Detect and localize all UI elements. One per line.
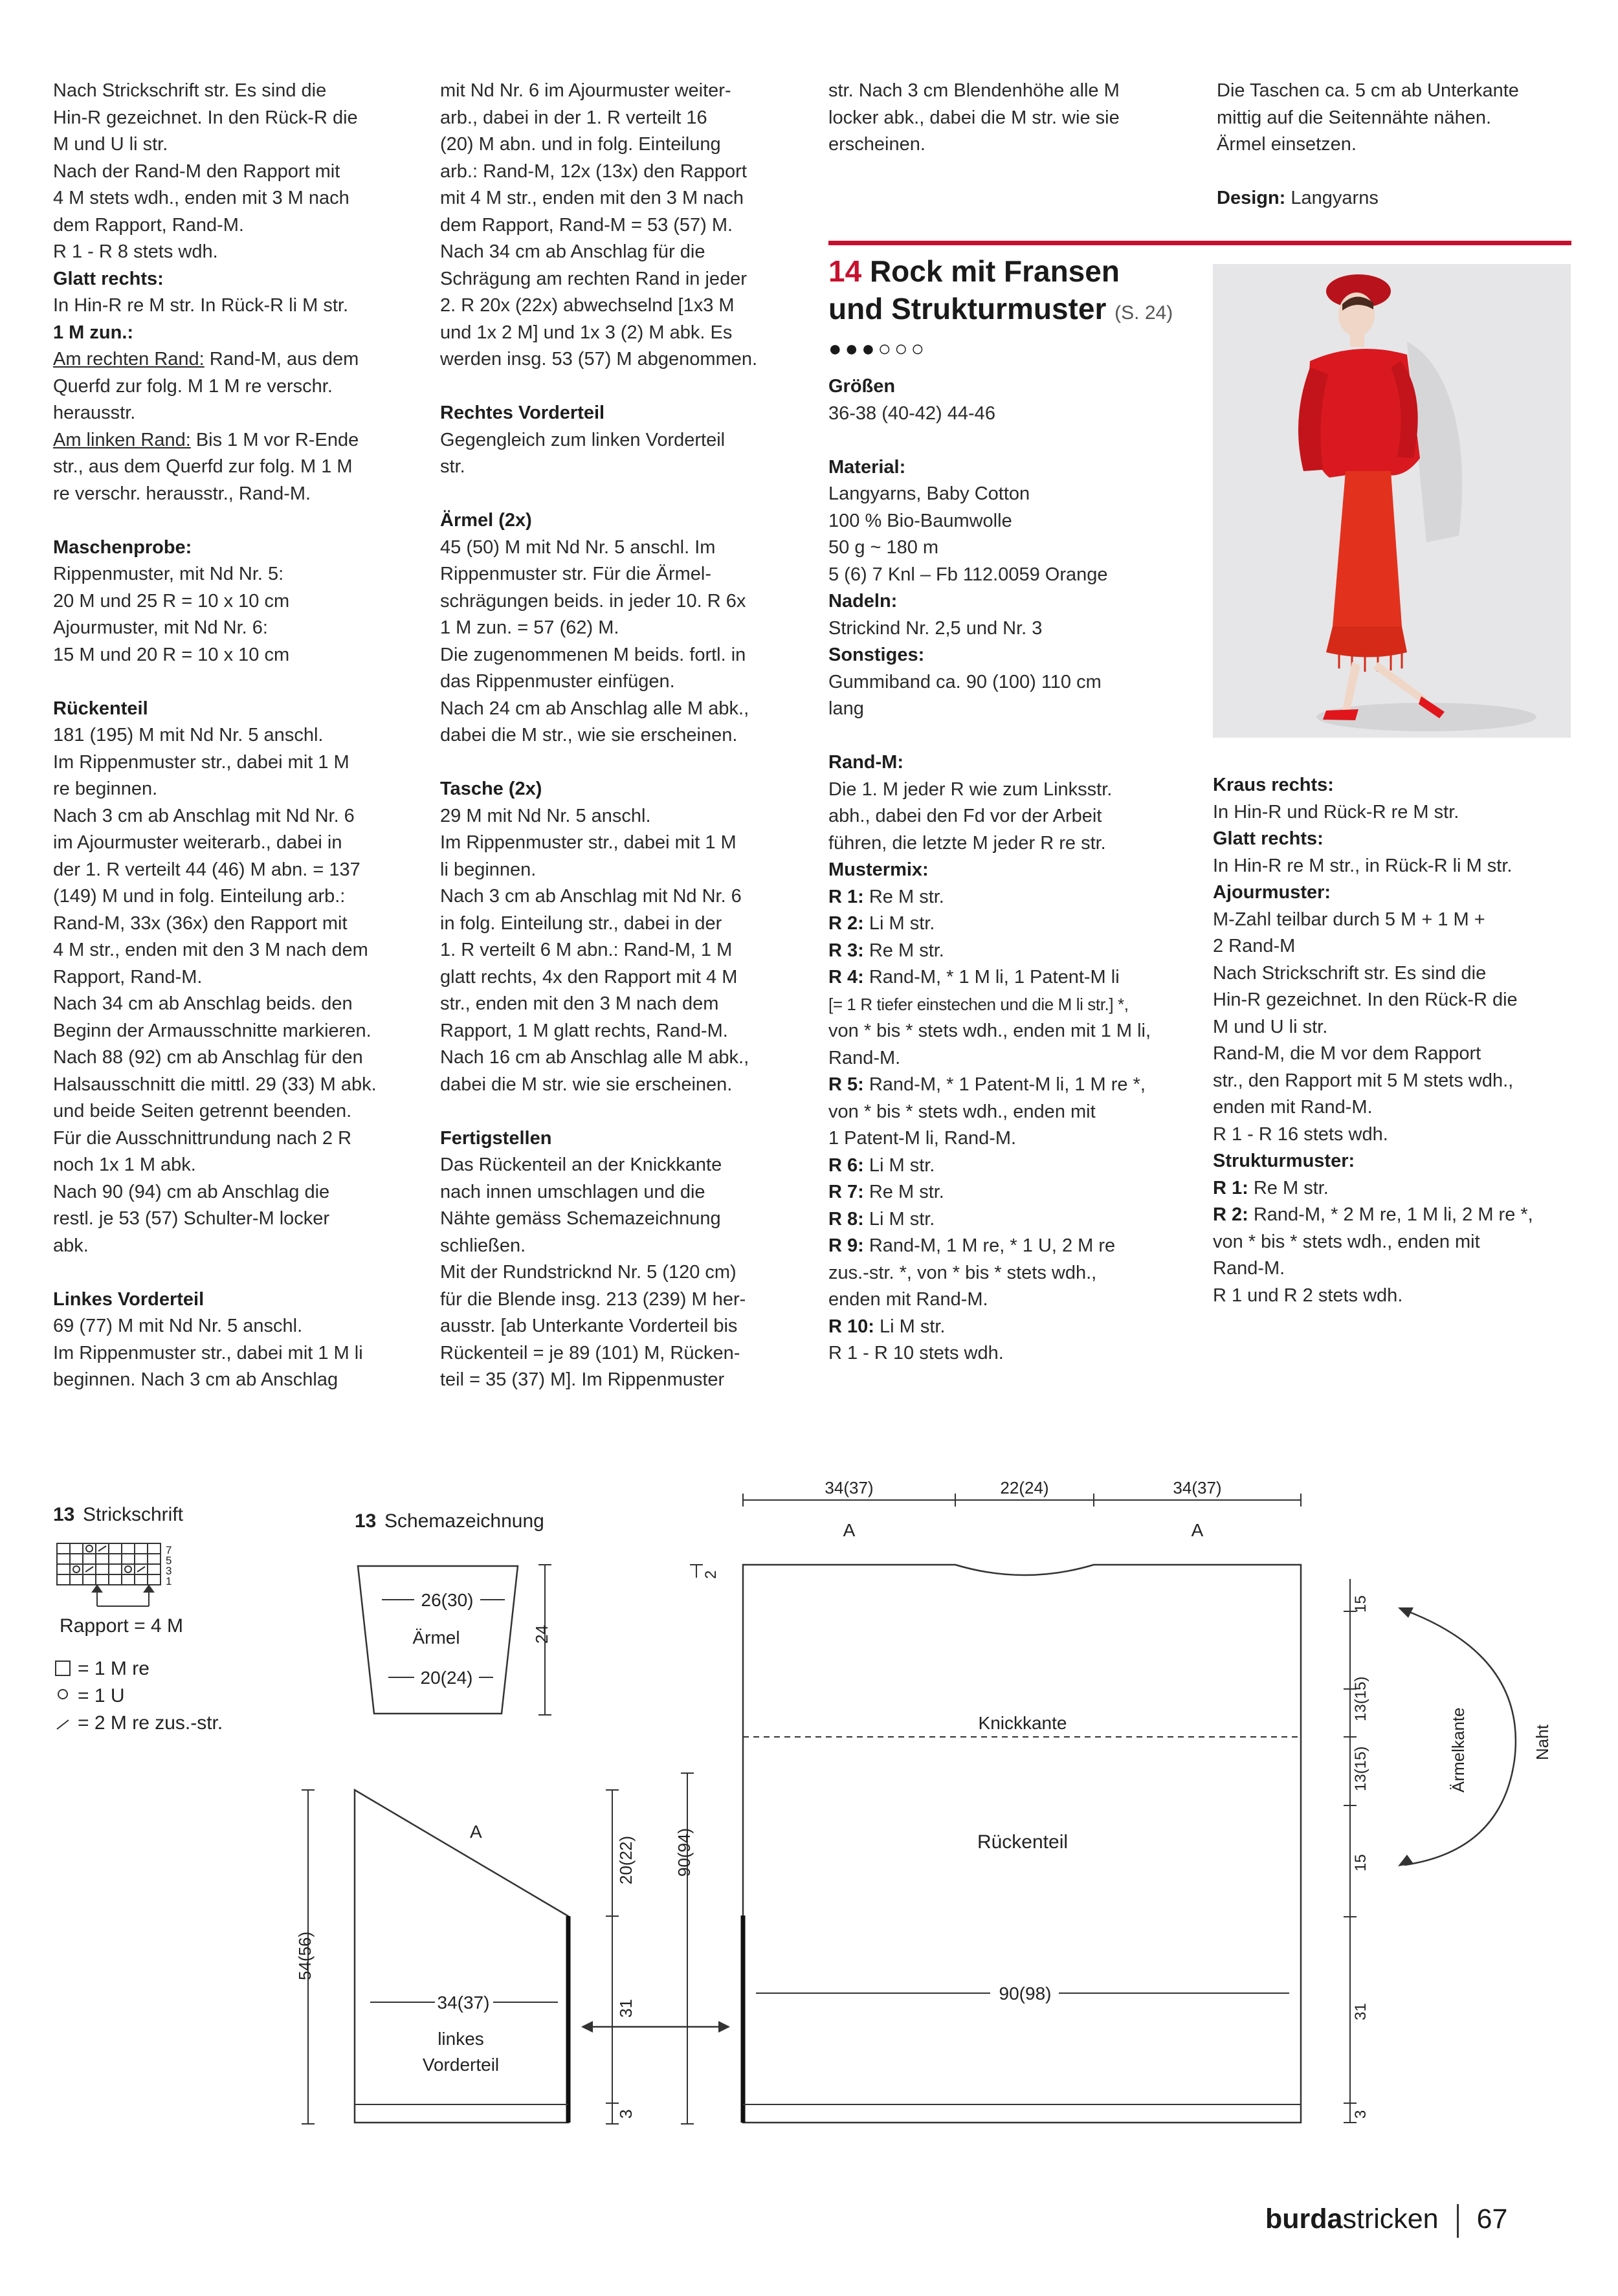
text-line: Nach 3 cm ab Anschlag mit Nd Nr. 6 bbox=[53, 805, 355, 826]
text-line: (149) M und in folg. Einteilung arb.: bbox=[53, 886, 346, 907]
text-line: Strickind Nr. 2,5 und Nr. 3 bbox=[828, 617, 1043, 639]
section-heading: Linkes Vorderteil bbox=[53, 1288, 205, 1310]
text-line: führen, die letzte M jeder R re str. bbox=[828, 832, 1106, 854]
text-line: M und U li str. bbox=[53, 134, 168, 155]
chart-row-number: 1 bbox=[166, 1575, 172, 1587]
rapport-label: Rapport = 4 M bbox=[60, 1615, 183, 1637]
text-line: Nach 90 (94) cm ab Anschlag die bbox=[53, 1181, 330, 1202]
pattern-title-line-1: Rock mit Fransen bbox=[869, 254, 1120, 288]
text-line: Langyarns, Baby Cotton bbox=[828, 483, 1030, 504]
page-reference: (S. 24) bbox=[1114, 302, 1173, 324]
chart-row-number: 5 bbox=[166, 1554, 172, 1567]
brand-name: burda bbox=[1265, 2203, 1343, 2235]
text-line: Nach 24 cm ab Anschlag alle M abk., bbox=[440, 698, 749, 719]
section-heading: Glatt rechts: bbox=[53, 268, 164, 289]
sleeve-bottom-width: 20(24) bbox=[420, 1668, 473, 1688]
text-line: Rand-M. bbox=[828, 1047, 901, 1068]
top-mid-width: 22(24) bbox=[1000, 1478, 1049, 1497]
model-photo bbox=[1213, 264, 1571, 738]
section-heading: Ärmel (2x) bbox=[440, 510, 532, 531]
right-dim-31: 31 bbox=[1352, 2003, 1369, 2020]
text-column-3-top bbox=[828, 78, 1181, 159]
text-line: noch 1x 1 M abk. bbox=[53, 1154, 196, 1175]
text-line: 1 Patent-M li, Rand-M. bbox=[828, 1128, 1017, 1149]
brand-suffix: stricken bbox=[1342, 2203, 1439, 2235]
text-line: Halsausschnitt die mittl. 29 (33) M abk. bbox=[53, 1074, 377, 1095]
back-piece bbox=[690, 1478, 1552, 2123]
row-instruction: R 4: Rand-M, * 1 M li, 1 Patent-M li bbox=[828, 967, 1120, 988]
text-line: 36-38 (40-42) 44-46 bbox=[828, 403, 995, 424]
sleeve-piece bbox=[358, 1565, 551, 1715]
row-instruction: R 2: Rand-M, * 2 M re, 1 M li, 2 M re *, bbox=[1213, 1204, 1533, 1225]
text-line: lang bbox=[828, 698, 864, 719]
text-line: nach innen umschlagen und die bbox=[440, 1181, 705, 1202]
text-line: 20 M und 25 R = 10 x 10 cm bbox=[53, 590, 290, 612]
armelkante-label: Ärmelkante bbox=[1448, 1707, 1468, 1793]
text-line: Rand-M, die M vor dem Rapport bbox=[1213, 1043, 1481, 1064]
text-line: restl. je 53 (57) Schulter-M locker bbox=[53, 1208, 330, 1229]
text-line: re verschr. herausstr., Rand-M. bbox=[53, 483, 311, 504]
text-line: Querfd zur folg. M 1 M re verschr. bbox=[53, 375, 333, 397]
strickschrift-label: Strickschrift bbox=[83, 1504, 184, 1525]
right-dim-15-top: 15 bbox=[1352, 1595, 1369, 1613]
footer-separator bbox=[1457, 2204, 1459, 2238]
total-height: 90(94) bbox=[674, 1827, 694, 1877]
right-dim-3: 3 bbox=[1352, 2110, 1369, 2119]
text-line: schließen. bbox=[440, 1235, 526, 1256]
text-line: Rand-M, 33x (36x) den Rapport mit bbox=[53, 912, 348, 934]
text-line: Im Rippenmuster str., dabei mit 1 M bbox=[53, 751, 349, 773]
text-line: [= 1 R tiefer einstechen und die M li str.] *, bbox=[828, 994, 1129, 1014]
page-footer bbox=[1265, 2203, 1507, 2238]
top-left-width: 34(37) bbox=[825, 1478, 874, 1497]
text-line: Nach 88 (92) cm ab Anschlag für den bbox=[53, 1047, 363, 1068]
text-line: Gegengleich zum linken Vorderteil bbox=[440, 429, 726, 450]
legend-text: = 1 M re bbox=[78, 1658, 150, 1679]
sleeve-label: Ärmel bbox=[412, 1628, 460, 1648]
sleeve-height: 24 bbox=[532, 1625, 551, 1644]
text-line: das Rippenmuster einfügen. bbox=[440, 671, 675, 692]
text-line: dem Rapport, Rand-M = 53 (57) M. bbox=[440, 214, 733, 236]
fold-label: Knickkante bbox=[978, 1713, 1067, 1733]
front-height: 54(56) bbox=[295, 1931, 315, 1980]
text-line: R 1 und R 2 stets wdh. bbox=[1213, 1285, 1403, 1306]
knit-symbol bbox=[56, 1661, 70, 1675]
text-line: 2. R 20x (22x) abwechselnd [1x3 M bbox=[440, 295, 735, 316]
text-line: 2 Rand-M bbox=[1213, 936, 1296, 956]
section-heading: 1 M zun.: bbox=[53, 322, 134, 343]
row-instruction: R 9: Rand-M, 1 M re, * 1 U, 2 M re bbox=[828, 1235, 1116, 1256]
legend-text: = 1 U bbox=[78, 1685, 125, 1706]
text-line: Rückenteil = je 89 (101) M, Rücken- bbox=[440, 1342, 740, 1363]
text-line: Rippenmuster, mit Nd Nr. 5: bbox=[53, 564, 284, 584]
text-line: Am rechten Rand: Rand-M, aus dem bbox=[53, 349, 359, 370]
text-line: Schrägung am rechten Rand in jeder bbox=[440, 268, 747, 289]
design-credit: Design: Langyarns bbox=[1217, 188, 1379, 208]
section-heading: Mustermix: bbox=[828, 859, 929, 880]
text-line: von * bis * stets wdh., enden mit bbox=[828, 1101, 1096, 1122]
pattern-title bbox=[828, 252, 1217, 332]
text-line: in folg. Einteilung str., dabei in der bbox=[440, 912, 722, 934]
text-line: Im Rippenmuster str., dabei mit 1 M bbox=[440, 832, 737, 853]
section-heading: Strukturmuster: bbox=[1213, 1151, 1355, 1171]
text-line: Nach 16 cm ab Anschlag alle M abk., bbox=[440, 1047, 749, 1068]
text-line: Nach Strickschrift str. Es sind die bbox=[1213, 962, 1487, 984]
section-heading: Material: bbox=[828, 456, 906, 478]
text-line: Nach der Rand-M den Rapport mit bbox=[53, 160, 340, 182]
text-line: dabei die M str., wie sie erscheinen. bbox=[440, 725, 738, 745]
text-line: M-Zahl teilbar durch 5 M + 1 M + bbox=[1213, 909, 1485, 930]
text-line: Nach 34 cm ab Anschlag beids. den bbox=[53, 993, 353, 1014]
text-line: im Ajourmuster weiterarb., dabei in bbox=[53, 832, 342, 853]
section-heading: Größen bbox=[828, 376, 896, 397]
text-line: arb., dabei in der 1. R verteilt 16 bbox=[440, 107, 707, 128]
section-heading: Sonstiges: bbox=[828, 645, 925, 665]
text-line: Beginn der Armausschnitte markieren. bbox=[53, 1020, 371, 1041]
text-line: Das Rückenteil an der Knickkante bbox=[440, 1154, 722, 1175]
text-line: R 1 - R 10 stets wdh. bbox=[828, 1343, 1004, 1363]
text-line: und 1x 2 M] und 1x 3 (2) M abk. Es bbox=[440, 322, 733, 343]
text-line: 29 M mit Nd Nr. 5 anschl. bbox=[440, 805, 651, 826]
text-line: 4 M stets wdh., enden mit 3 M nach bbox=[53, 188, 349, 208]
text-line: Die 1. M jeder R wie zum Linksstr. bbox=[828, 778, 1113, 800]
text-line: Hin-R gezeichnet. In den Rück-R die bbox=[1213, 989, 1518, 1010]
text-line: li beginnen. bbox=[440, 859, 537, 880]
section-heading: Maschenprobe: bbox=[53, 536, 192, 558]
text-line: ausstr. [ab Unterkante Vorderteil bis bbox=[440, 1316, 738, 1336]
text-line: 4 M str., enden mit den 3 M nach dem bbox=[53, 940, 368, 960]
text-line: Gummiband ca. 90 (100) 110 cm bbox=[828, 671, 1102, 692]
text-line: Nach 3 cm ab Anschlag mit Nd Nr. 6 bbox=[440, 886, 742, 907]
text-line: von * bis * stets wdh., enden mit 1 M li, bbox=[828, 1021, 1151, 1041]
text-line: 100 % Bio-Baumwolle bbox=[828, 510, 1012, 531]
k2tog-symbol bbox=[57, 1720, 69, 1729]
back-label-a-right: A bbox=[1191, 1520, 1204, 1540]
schematic-diagrams bbox=[0, 1463, 1618, 2161]
rapport-arrows bbox=[93, 1585, 153, 1606]
text-line: und beide Seiten getrennt beenden. bbox=[53, 1101, 352, 1121]
text-line: Mit der Rundstricknd Nr. 5 (120 cm) bbox=[440, 1262, 737, 1283]
row-instruction: R 8: Li M str. bbox=[828, 1208, 935, 1230]
text-line: enden mit Rand-M. bbox=[828, 1289, 988, 1310]
text-line: Die zugenommenen M beids. fortl. in bbox=[440, 644, 746, 665]
section-heading: Tasche (2x) bbox=[440, 778, 542, 799]
text-line: Für die Ausschnittrundung nach 2 R bbox=[53, 1127, 352, 1149]
back-width: 90(98) bbox=[999, 1983, 1052, 2003]
text-line: von * bis * stets wdh., enden mit bbox=[1213, 1231, 1480, 1252]
text-column-4 bbox=[1213, 772, 1566, 1309]
text-line: erscheinen. bbox=[828, 134, 925, 155]
text-column-4-top bbox=[1217, 78, 1569, 212]
front-rib-height: 3 bbox=[616, 2109, 636, 2119]
back-label: Rückenteil bbox=[977, 1831, 1069, 1853]
text-line: str., enden mit den 3 M nach dem bbox=[440, 993, 719, 1014]
text-line: dem Rapport, Rand-M. bbox=[53, 214, 244, 236]
text-line: Nach Strickschrift str. Es sind die bbox=[53, 80, 327, 101]
text-line: herausstr. bbox=[53, 403, 136, 423]
text-line: 5 (6) 7 Knl – Fb 112.0059 Orange bbox=[828, 564, 1108, 585]
text-line: mittig auf die Seitennähte nähen. bbox=[1217, 107, 1492, 128]
schema-number: 13 bbox=[355, 1510, 377, 1532]
strickschrift-number: 13 bbox=[53, 1504, 75, 1525]
text-line: für die Blende insg. 213 (239) M her- bbox=[440, 1288, 746, 1310]
naht-label: Naht bbox=[1533, 1725, 1552, 1760]
text-line: dabei die M str. wie sie erscheinen. bbox=[440, 1074, 733, 1095]
text-line: werden insg. 53 (57) M abgenommen. bbox=[440, 349, 758, 370]
front-width: 34(37) bbox=[437, 1992, 490, 2013]
row-instruction: R 5: Rand-M, * 1 Patent-M li, 1 M re *, bbox=[828, 1074, 1146, 1095]
section-heading: Fertigstellen bbox=[440, 1127, 552, 1149]
chart-row-number: 7 bbox=[166, 1544, 172, 1556]
text-line: Im Rippenmuster str., dabei mit 1 M li bbox=[53, 1342, 363, 1363]
row-instruction: R 3: Re M str. bbox=[828, 940, 944, 961]
text-line: 69 (77) M mit Nd Nr. 5 anschl. bbox=[53, 1316, 303, 1336]
text-line: 181 (195) M mit Nd Nr. 5 anschl. bbox=[53, 725, 324, 745]
text-line: Ajourmuster, mit Nd Nr. 6: bbox=[53, 617, 268, 638]
text-line: der 1. R verteilt 44 (46) M abn. = 137 bbox=[53, 859, 360, 880]
strickschrift bbox=[53, 1504, 223, 1734]
front-label-2: Vorderteil bbox=[422, 2055, 500, 2075]
text-column-2 bbox=[440, 78, 793, 1394]
text-line: Am linken Rand: Bis 1 M vor R-Ende bbox=[53, 429, 359, 450]
text-line: Die Taschen ca. 5 cm ab Unterkante bbox=[1217, 80, 1519, 101]
text-line: schrägungen beids. in jeder 10. R 6x bbox=[440, 590, 746, 612]
row-instruction: R 6: Li M str. bbox=[828, 1154, 935, 1176]
legend-text: = 2 M re zus.-str. bbox=[78, 1712, 223, 1734]
text-line: M und U li str. bbox=[1213, 1016, 1328, 1037]
section-heading: Kraus rechts: bbox=[1213, 775, 1334, 795]
section-heading: Nadeln: bbox=[828, 591, 898, 612]
text-line: (20) M abn. und in folg. Einteilung bbox=[440, 134, 721, 155]
text-line: Ärmel einsetzen. bbox=[1217, 134, 1357, 155]
row-instruction: R 7: Re M str. bbox=[828, 1182, 944, 1202]
neck-drop: 2 bbox=[702, 1570, 720, 1579]
text-line: mit 4 M str., enden mit den 3 M nach bbox=[440, 188, 744, 208]
row-instruction: R 10: Li M str. bbox=[828, 1316, 946, 1337]
front-label-a: A bbox=[470, 1822, 482, 1842]
text-line: 15 M und 20 R = 10 x 10 cm bbox=[53, 644, 290, 665]
row-instruction: R 1: Re M str. bbox=[828, 886, 944, 907]
text-line: In Hin-R re M str., in Rück-R li M str. bbox=[1213, 855, 1513, 876]
page-number: 67 bbox=[1476, 2203, 1508, 2235]
text-line: arb.: Rand-M, 12x (13x) den Rapport bbox=[440, 160, 747, 182]
section-heading: Ajourmuster: bbox=[1213, 882, 1331, 903]
text-column-1 bbox=[53, 78, 406, 1394]
schema-label: Schemazeichnung bbox=[384, 1510, 544, 1532]
section-heading: Rechtes Vorderteil bbox=[440, 403, 605, 423]
top-right-width: 34(37) bbox=[1173, 1478, 1222, 1497]
right-dim-13-top: 13(15) bbox=[1352, 1676, 1369, 1721]
stitch-chart-grid bbox=[57, 1543, 161, 1585]
row-instruction: R 2: Li M str. bbox=[828, 913, 935, 934]
yarn-over-symbol bbox=[58, 1690, 67, 1699]
right-dim-15-bottom: 15 bbox=[1352, 1854, 1369, 1871]
text-line: 45 (50) M mit Nd Nr. 5 anschl. Im bbox=[440, 536, 716, 558]
back-label-a-left: A bbox=[843, 1520, 856, 1540]
section-heading: Rand-M: bbox=[828, 752, 903, 773]
text-line: Hin-R gezeichnet. In den Rück-R die bbox=[53, 107, 358, 128]
text-line: 50 g ~ 180 m bbox=[828, 537, 939, 558]
section-heading: Glatt rechts: bbox=[1213, 828, 1324, 849]
model-illustration bbox=[1213, 264, 1571, 738]
text-line: enden mit Rand-M. bbox=[1213, 1097, 1373, 1118]
text-line: R 1 - R 16 stets wdh. bbox=[1213, 1123, 1388, 1145]
text-line: R 1 - R 8 stets wdh. bbox=[53, 241, 218, 262]
text-line: In Hin-R und Rück-R re M str. bbox=[1213, 801, 1459, 822]
text-line: Rippenmuster str. Für die Ärmel- bbox=[440, 564, 712, 584]
text-line: str., aus dem Querfd zur folg. M 1 M bbox=[53, 456, 353, 477]
text-line: abh., dabei den Fd vor der Arbeit bbox=[828, 806, 1102, 826]
text-line: Nähte gemäss Schemazeichnung bbox=[440, 1208, 721, 1229]
text-line: teil = 35 (37) M]. Im Rippenmuster bbox=[440, 1369, 725, 1390]
chart-row-number: 3 bbox=[166, 1565, 172, 1577]
front-piece bbox=[295, 1773, 730, 2124]
text-column-3 bbox=[828, 373, 1181, 1367]
text-line: Rapport, Rand-M. bbox=[53, 966, 203, 988]
text-line: mit Nd Nr. 6 im Ajourmuster weiter- bbox=[440, 80, 731, 101]
text-line: 1 M zun. = 57 (62) M. bbox=[440, 617, 619, 638]
pattern-title-line-2: und Strukturmuster bbox=[828, 292, 1107, 326]
front-mid-height: 31 bbox=[616, 1999, 636, 2018]
row-instruction: R 1: Re M str. bbox=[1213, 1177, 1329, 1198]
front-label-1: linkes bbox=[438, 2029, 484, 2049]
difficulty-rating: ●●●○○○ bbox=[828, 337, 928, 361]
text-line: str. bbox=[440, 456, 465, 477]
pattern-number: 14 bbox=[828, 254, 862, 288]
text-line: abk. bbox=[53, 1235, 89, 1256]
front-slope-height: 20(22) bbox=[616, 1835, 636, 1884]
text-line: re beginnen. bbox=[53, 778, 158, 799]
text-line: Nach 34 cm ab Anschlag für die bbox=[440, 241, 705, 262]
text-line: beginnen. Nach 3 cm ab Anschlag bbox=[53, 1369, 338, 1390]
text-line: 1. R verteilt 6 M abn.: Rand-M, 1 M bbox=[440, 940, 733, 960]
text-line: Rapport, 1 M glatt rechts, Rand-M. bbox=[440, 1020, 728, 1041]
text-line: zus.-str. *, von * bis * stets wdh., bbox=[828, 1262, 1097, 1283]
sleeve-top-width: 26(30) bbox=[421, 1590, 474, 1610]
section-heading: Rückenteil bbox=[53, 698, 148, 719]
text-line: locker abk., dabei die M str. wie sie bbox=[828, 107, 1120, 128]
text-line: str. Nach 3 cm Blendenhöhe alle M bbox=[828, 80, 1120, 101]
section-divider bbox=[828, 241, 1571, 245]
text-line: Rand-M. bbox=[1213, 1258, 1285, 1279]
text-line: In Hin-R re M str. In Rück-R li M str. bbox=[53, 295, 348, 316]
text-line: str., den Rapport mit 5 M stets wdh., bbox=[1213, 1070, 1514, 1091]
right-dim-13-bottom: 13(15) bbox=[1352, 1746, 1369, 1791]
text-line: glatt rechts, 4x den Rapport mit 4 M bbox=[440, 966, 738, 988]
schemazeichnung bbox=[295, 1478, 1552, 2124]
